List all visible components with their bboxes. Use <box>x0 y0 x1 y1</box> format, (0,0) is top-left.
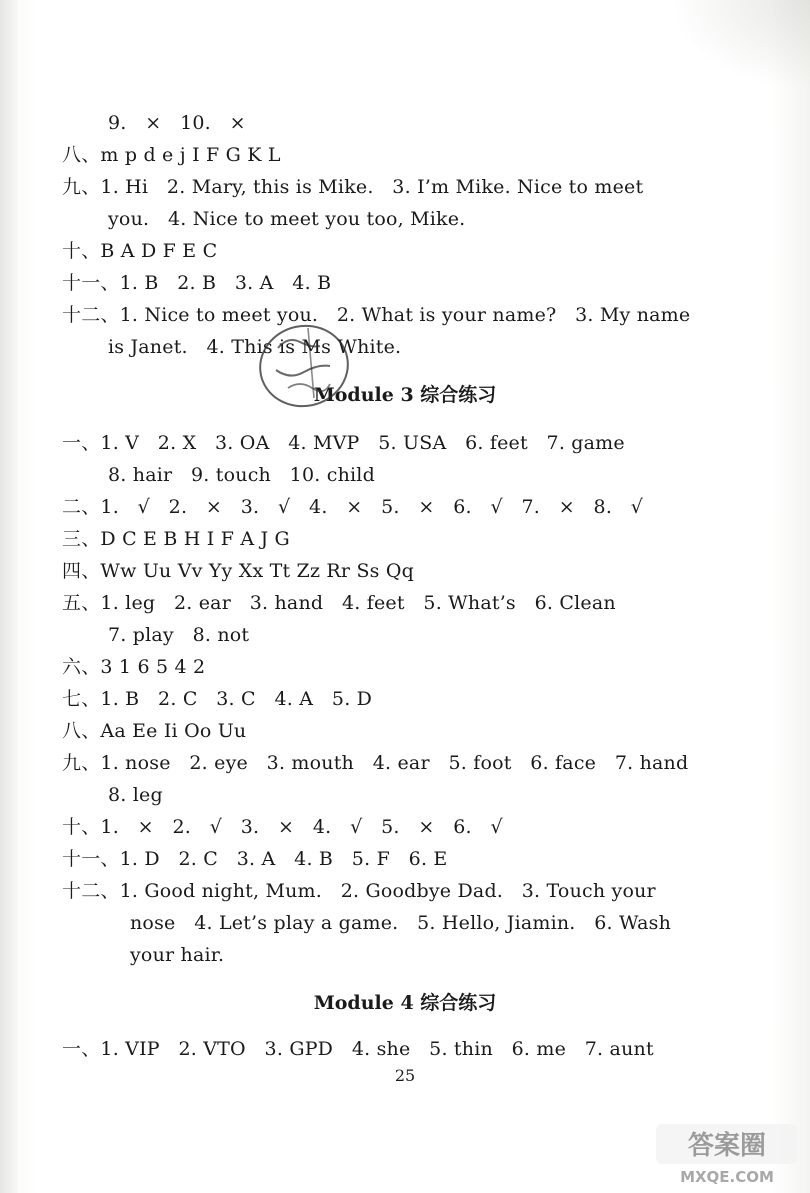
answer-line: 五、1. leg 2. ear 3. hand 4. feet 5. What’s 6. Clean <box>62 592 616 614</box>
answer-line: 八、m p d e j I F G K L <box>62 144 281 166</box>
answer-line: 9. × 10. × <box>108 112 246 134</box>
svg-text:MXQE.COM: MXQE.COM <box>680 1168 774 1186</box>
answer-line: 九、1. Hi 2. Mary, this is Mike. 3. I’m Mike. Nice to meet <box>62 176 644 198</box>
answer-line: 十一、1. B 2. B 3. A 4. B <box>62 272 332 294</box>
answer-line: your hair. <box>130 944 225 966</box>
answer-line: 七、1. B 2. C 3. C 4. A 5. D <box>62 688 373 710</box>
answer-line: 7. play 8. not <box>108 624 250 646</box>
page-number: 25 <box>394 1066 416 1085</box>
answer-line: 十二、1. Good night, Mum. 2. Goodbye Dad. 3. Touch your <box>62 880 656 902</box>
answer-line: you. 4. Nice to meet you too, Mike. <box>108 208 466 230</box>
answer-line: nose 4. Let’s play a game. 5. Hello, Jiamin. 6. Wash <box>130 912 672 934</box>
answer-line: 十二、1. Nice to meet you. 2. What is your name? 3. My name <box>62 304 691 326</box>
module-3-title: Module 3 综合练习 <box>313 384 497 406</box>
page-corner-shadow <box>670 0 810 90</box>
answer-line: 十、1. × 2. √ 3. × 4. √ 5. × 6. √ <box>62 816 503 838</box>
answer-line: 一、1. VIP 2. VTO 3. GPD 4. she 5. thin 6. me 7. aunt <box>62 1038 654 1060</box>
answer-line: 8. hair 9. touch 10. child <box>108 464 375 486</box>
answer-line: is Janet. 4. This is Ms White. <box>108 336 402 358</box>
answer-line: 十一、1. D 2. C 3. A 4. B 5. F 6. E <box>62 848 448 870</box>
answer-line: 九、1. nose 2. eye 3. mouth 4. ear 5. foot 6. face 7. hand <box>62 752 689 774</box>
site-logo-icon <box>652 1118 802 1190</box>
answer-line: 一、1. V 2. X 3. OA 4. MVP 5. USA 6. feet 7. game <box>62 432 625 454</box>
module-4-title: Module 4 综合练习 <box>313 992 497 1014</box>
answer-line: 六、3 1 6 5 4 2 <box>62 656 206 678</box>
answer-line: 三、D C E B H I F A J G <box>62 528 290 550</box>
answer-line: 8. leg <box>108 784 163 806</box>
answer-line: 十、B A D F E C <box>62 240 218 262</box>
svg-text:答案圈: 答案圈 <box>687 1131 767 1161</box>
answer-line: 四、Ww Uu Vv Yy Xx Tt Zz Rr Ss Qq <box>62 560 414 582</box>
answer-line: 八、Aa Ee Ii Oo Uu <box>62 720 247 742</box>
answer-line: 二、1. √ 2. × 3. √ 4. × 5. × 6. √ 7. × 8. √ <box>62 496 644 518</box>
